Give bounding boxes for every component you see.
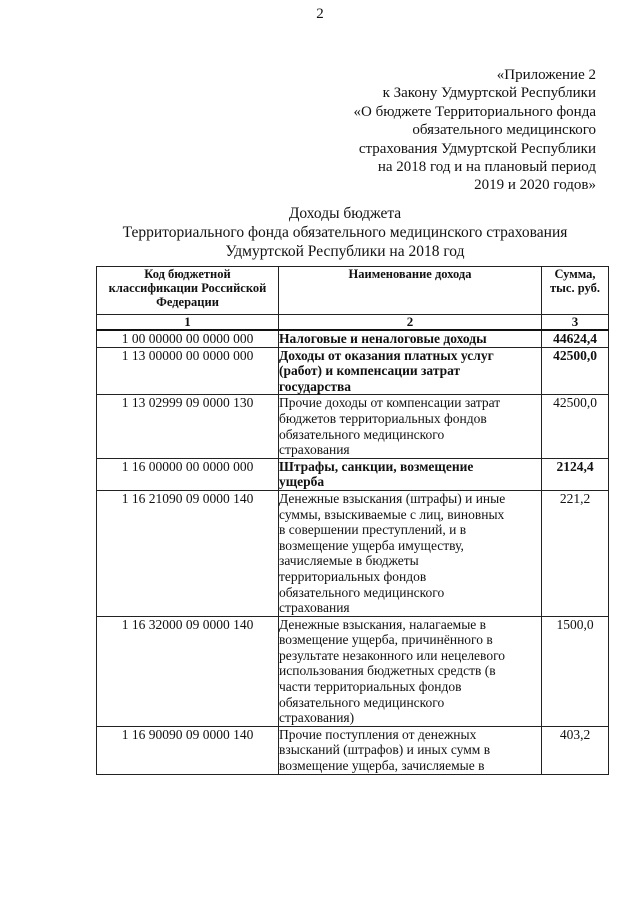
appendix-line: к Закону Удмуртской Республики	[382, 85, 596, 102]
row-name	[279, 458, 542, 490]
document-title	[0, 204, 640, 261]
header-amount: Сумма, тыс. руб.	[542, 267, 609, 315]
row-name-line: бюджетов территориальных фондов	[279, 410, 487, 426]
row-amount: 2124,4	[542, 458, 609, 490]
row-name-line: Денежные взыскания, налагаемые в	[279, 616, 487, 632]
revenue-table	[96, 266, 609, 775]
table-body	[97, 330, 609, 774]
row-name-line: зачисляемые в бюджеты	[279, 553, 419, 569]
row-name-line: страхования)	[279, 710, 355, 726]
appendix-line: «О бюджете Территориального фонда	[353, 103, 596, 120]
row-name-line: суммы, взыскиваемые с лиц, виновных	[279, 506, 505, 522]
row-name-line: обязательного медицинского	[279, 694, 445, 710]
page-number: 2	[316, 6, 324, 22]
row-amount: 44624,4	[542, 330, 609, 347]
row-name-line: Штрафы, санкции, возмещение	[279, 458, 474, 474]
table-row	[97, 395, 609, 458]
row-name-line: государства	[279, 378, 352, 394]
row-name-line: территориальных фондов	[279, 568, 427, 584]
row-code: 1 13 02999 09 0000 130	[97, 395, 279, 458]
row-name-line: возмещение ущерба, зачисляемые в	[279, 758, 485, 774]
appendix-line: страхования Удмуртской Республики	[358, 140, 596, 157]
table-row	[97, 347, 609, 395]
row-name	[279, 330, 542, 347]
row-name-line: Прочие поступления от денежных	[279, 726, 477, 742]
row-name	[279, 616, 542, 726]
appendix-line: «Приложение 2	[496, 67, 596, 83]
column-number: 3	[542, 315, 609, 331]
row-name	[279, 726, 542, 774]
table-header-row	[97, 267, 609, 315]
table-row	[97, 330, 609, 347]
row-code: 1 16 00000 00 0000 000	[97, 458, 279, 490]
column-number: 1	[97, 315, 279, 331]
row-code: 1 16 90090 09 0000 140	[97, 726, 279, 774]
row-name-line: части территориальных фондов	[279, 679, 462, 695]
row-name-line: Налоговые и неналоговые доходы	[279, 331, 487, 346]
row-name-line: обязательного медицинского	[279, 426, 445, 442]
row-code: 1 16 21090 09 0000 140	[97, 490, 279, 616]
row-name-line: взысканий (штрафов) и иных сумм в	[279, 742, 491, 758]
row-amount: 42500,0	[542, 347, 609, 395]
row-amount: 42500,0	[542, 395, 609, 458]
appendix-line: на 2018 год и на плановый период	[377, 159, 596, 176]
row-code: 1 00 00000 00 0000 000	[97, 330, 279, 347]
row-name-line: в совершении преступлений, и в	[279, 522, 467, 538]
title-line: Доходы бюджета	[288, 205, 402, 222]
row-amount: 1500,0	[542, 616, 609, 726]
row-name-line: использования бюджетных средств (в	[279, 663, 496, 679]
row-name-line: возмещение ущерба имуществу,	[279, 537, 464, 553]
row-code: 1 16 32000 09 0000 140	[97, 616, 279, 726]
appendix-line: 2019 и 2020 годов»	[474, 177, 596, 194]
row-name-line: Доходы от оказания платных услуг	[279, 347, 494, 363]
row-name	[279, 347, 542, 395]
table-row	[97, 458, 609, 490]
column-number: 2	[279, 315, 542, 331]
header-code: Код бюджетной классификации Российской Федерации	[97, 267, 279, 315]
row-name-line: возмещение ущерба, причинённого в	[279, 632, 493, 648]
table-row	[97, 616, 609, 726]
row-name-line: обязательного медицинского	[279, 584, 445, 600]
title-line: Удмуртской Республики на 2018 год	[225, 243, 465, 260]
row-name-line: Денежные взыскания (штрафы) и иные	[279, 490, 506, 506]
appendix-note	[236, 66, 596, 195]
table-row	[97, 490, 609, 616]
row-amount: 403,2	[542, 726, 609, 774]
row-amount: 221,2	[542, 490, 609, 616]
table-row	[97, 726, 609, 774]
row-name	[279, 490, 542, 616]
row-name	[279, 395, 542, 458]
row-code: 1 13 00000 00 0000 000	[97, 347, 279, 395]
row-name-line: (работ) и компенсации затрат	[279, 363, 461, 379]
row-name-line: страхования	[279, 442, 350, 458]
row-name-line: страхования	[279, 600, 350, 616]
row-name-line: ущерба	[279, 474, 325, 490]
header-name: Наименование дохода	[279, 267, 542, 315]
row-name-line: результате незаконного или нецелевого	[279, 647, 506, 663]
column-number-row	[97, 315, 609, 331]
row-name-line: Прочие доходы от компенсации затрат	[279, 395, 501, 411]
title-line: Территориального фонда обязательного медицинского страхования	[122, 224, 568, 241]
appendix-line: обязательного медицинского	[412, 122, 596, 139]
